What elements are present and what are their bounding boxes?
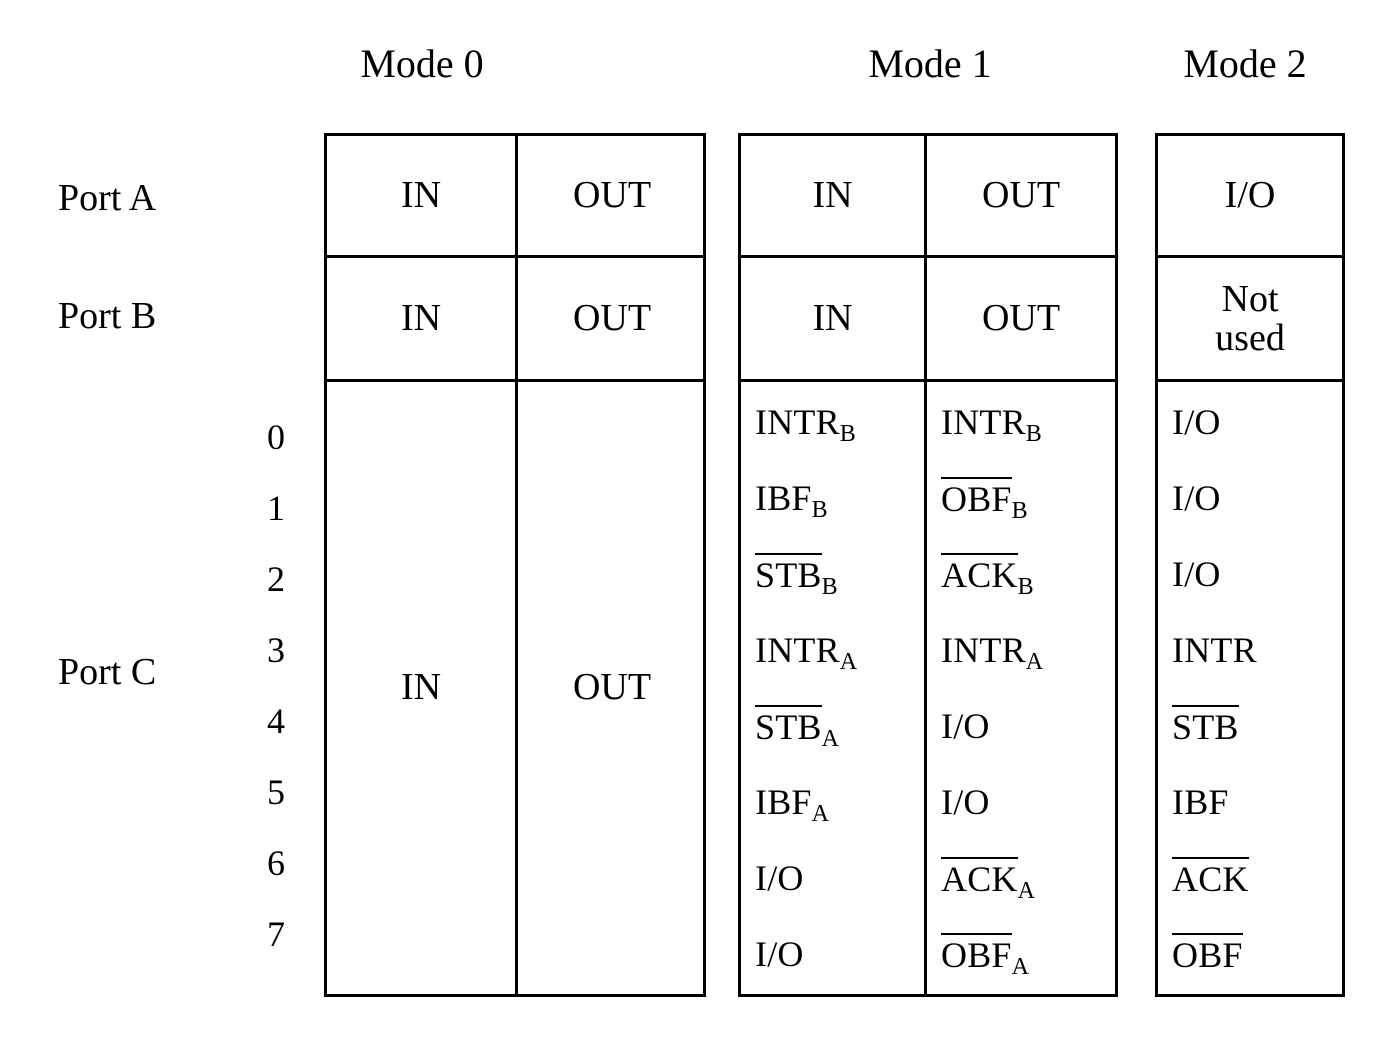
cell-mode0-portc-out: OUT <box>572 666 652 709</box>
cell-mode1-porta-in: IN <box>812 173 853 216</box>
cell-mode2-portc-bit-2: I/O <box>1172 553 1221 594</box>
mode-2-table <box>1155 133 1345 997</box>
cell-mode0-portb-out: OUT <box>572 296 652 339</box>
bit-index-6: 6 <box>267 843 285 883</box>
row-label-port-c: Port C <box>58 651 157 693</box>
cell-mode2-portb <box>1158 258 1342 379</box>
cell-mode0-porta-out: OUT <box>572 173 652 216</box>
bit-index-7: 7 <box>267 914 285 954</box>
cell-mode1-portc-in-bit-0: $INTR_B$ <box>755 401 857 447</box>
cell-mode0-portb-in: IN <box>400 296 442 339</box>
cell-mode0-porta-in: IN <box>400 173 442 216</box>
bit-index-column <box>255 402 297 970</box>
cell-mode0-portc-in: IN <box>400 666 442 709</box>
cell-mode1-portc-out-bit-4: I/O <box>941 705 990 746</box>
column-header-mode-2: Mode 2 <box>1183 41 1307 86</box>
column-header-mode-0: Mode 0 <box>360 41 484 86</box>
cell-mode1-portc-in-bit-3: $INTR_A$ <box>755 629 858 675</box>
cell-mode1-portc-out-bit-1: $OBF_B$ <box>941 479 1028 525</box>
cell-mode1-portc-out-bit-2: $ACK_B$ <box>941 555 1034 601</box>
row-label-port-b: Port B <box>58 295 157 337</box>
cell-mode2-portb-line2: used <box>1215 316 1285 359</box>
cell-mode2-portb-line1: Not <box>1221 277 1279 320</box>
cell-mode1-portc-in-bit-2: $STB_B$ <box>755 555 838 601</box>
cell-mode1-portc-out-bit-7: $OBF_A$ <box>941 935 1030 981</box>
bit-index-2: 2 <box>267 559 285 599</box>
cell-mode1-portc-out-bit-5: I/O <box>941 781 990 822</box>
bit-index-5: 5 <box>267 772 285 812</box>
cell-mode1-portc-in-bit-4: $STB_A$ <box>755 707 840 753</box>
cell-mode2-portc-bit-3: INTR <box>1172 629 1257 670</box>
cell-mode1-portc-out-bit-3: $INTR_A$ <box>941 629 1044 675</box>
cell-mode2-portc-bit-1: I/O <box>1172 477 1221 518</box>
mode1-divider-b-c <box>741 379 1115 382</box>
cell-mode1-portc-in-bit-1: $IBF_B$ <box>755 477 828 523</box>
bit-index-0: 0 <box>267 417 285 457</box>
cell-mode1-portc-in-bit-7: I/O <box>755 933 804 974</box>
cell-mode1-portb-out: OUT <box>981 296 1061 339</box>
bit-index-1: 1 <box>267 488 285 528</box>
mode-1-table <box>738 133 1118 997</box>
cell-mode2-portc-bit-7: OBF <box>1172 935 1243 976</box>
mode2-divider-b-c <box>1158 379 1342 382</box>
cell-mode1-portc-out-bit-6: $ACK_A$ <box>941 859 1036 905</box>
cell-mode1-portc-in-bit-5: $IBF_A$ <box>755 781 830 827</box>
cell-mode2-portc-bit-6: ACK <box>1172 859 1249 900</box>
row-label-port-a: Port A <box>58 177 157 219</box>
cell-mode2-portc-bit-4: STB <box>1172 707 1239 748</box>
cell-mode1-portb-in: IN <box>812 296 853 339</box>
cell-mode1-porta-out: OUT <box>981 173 1061 216</box>
column-header-mode-1: Mode 1 <box>868 41 992 86</box>
cell-mode2-portc-bit-0: I/O <box>1172 401 1221 442</box>
bit-index-3: 3 <box>267 630 285 670</box>
bit-index-4: 4 <box>267 701 285 741</box>
mode-0-table <box>324 133 706 997</box>
cell-mode2-porta: I/O <box>1224 173 1276 216</box>
cell-mode2-portc-bit-5: IBF <box>1172 781 1229 822</box>
cell-mode1-portc-in-bit-6: I/O <box>755 857 804 898</box>
cell-mode1-portc-out-bit-0: $INTR_B$ <box>941 401 1043 447</box>
